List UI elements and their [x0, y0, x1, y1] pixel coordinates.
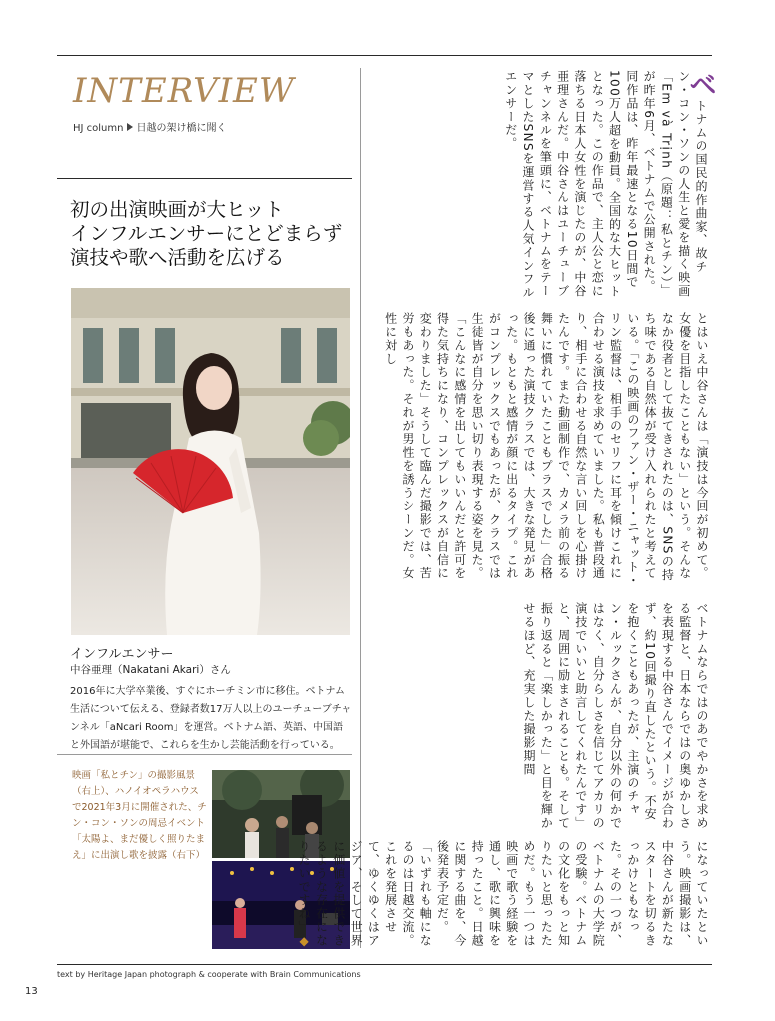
caption-body: 2016年に大学卒業後、すぐにホーチミン市に移住。ベトナム生活について伝える、登録者数17万人以上のユーチューブチャンネル「aNcari Room」を運営。ベトナム語、英語、中国語と外国語が堪能で、これらを生かし芸能活動を行っている。 — [70, 686, 352, 751]
column-subtitle: 日越の架け橋に聞く — [136, 123, 227, 134]
top-rule — [57, 55, 712, 56]
article-block-2 — [368, 312, 710, 592]
article-block-4 — [297, 840, 710, 950]
article-block-3 — [368, 602, 710, 832]
headline — [70, 198, 360, 270]
caption-name: 中谷亜理（Nakatani Akari）さん — [70, 664, 231, 676]
headline-line-1: 初の出演映画が大ヒット — [70, 198, 284, 221]
end-mark-icon: ◆ — [297, 933, 312, 950]
main-photo — [71, 288, 350, 635]
caption-title: インフルエンサー — [70, 647, 174, 662]
bottom-rule — [57, 964, 712, 965]
page-number: 13 — [25, 986, 38, 997]
headline-line-3: 演技や歌へ活動を広げる — [70, 246, 285, 269]
photo-caption: 映画「私とチン」の撮影風景（右上）、ハノイオペラハウスで2021年3月に開催された、チン・コン・ソンの周忌イベント「太陽よ、まだ優しく照りたまえ」に出演し歌を披露（右下） — [72, 770, 207, 861]
section-subtitle — [73, 119, 226, 134]
article-text-4: になっていたという。映画撮影は、中谷さんが新たなスタートを切るきっかけともなった。その一つが、ベトナムの大学院の受験。ベトナムの文化をもっと知りたいと思ったためだ。もう一つは映画で歌う経験を通し、歌に興味を持ったこと。日越に関する曲を、今後発表予定だ。「いずれも軸になるのは日越交流。これを発展させて、ゆくゆくはアジア、そして世界に価値を提供できるような存在になりたいですね」 — [297, 840, 709, 948]
dropcap: ベ — [685, 70, 718, 100]
credit-line: text by Heritage Japan photograph & cooperate with Brain Communications — [57, 970, 361, 979]
header-rule — [57, 178, 352, 179]
triangle-icon — [127, 123, 133, 131]
article-text-1: トナムの国民的作曲家、故チン・コン・ソンの人生と愛を描く映画「Em và Trịnh（原題：私とチン）」が昨年6月、ベトナムで公開された。同作品は、昨年最速となる10日間で100万人超を動員。全国的な大ヒットとなった。この作品で、主人公と恋に落ちる日本人女性を演じたのが、中谷亜理さんだ。中谷さんはユーチューブチャンネルを筆頭に、ベトナムをテーマとしたSNSを運営する人気インフルエンサーだ。 — [503, 70, 708, 300]
caption-rule — [57, 754, 352, 755]
headline-line-2: インフルエンサーにとどまらず — [70, 222, 343, 245]
column-divider — [360, 68, 361, 948]
article-text-3: ベトナムならではのあでやかさを求める監督と、日本ならではの奥ゆかしさを表現する中谷さんでイメージが合わず、約10回撮り直したという。不安を抱くこともあったが、主演のチャン・ルックさんが、自分以外の何かではなく、自分らしさを信じてアカリの演技でいいと助言してくれたんです」と、周囲に励まされることも。そして振り返ると「楽しかった」と目を輝かせるほど、充実した撮影期間 — [522, 602, 709, 830]
article-block-1 — [368, 70, 718, 300]
article-text-2: とはいえ中谷さんは「演技は今回が初めて。女優を目指したこともない」という。そんななか役者として抜てきされたのは、SNSの持ち味である自然体が受け入れられたと考えている。「この映画のファン・ザー・ニャット・リン監督は、相手のセリフに耳を傾けこれに合わせる演技を求めていました。私も普段通り、相手に合わせる自然な言い回しを心掛けたんです。また動画制作で、カメラ前の振る舞いに慣れていたこともプラスでした」合格後に通った演技クラスでは、大きな発見があった。もともと感情が顔に出るタイプ。これがコンプレックスでもあったが、クラスでは生徒皆が自分を思い切り表現する姿を見た。「こんなに感情を出してもいいんだと許可を得た気持ちになり、コンプレックスが自信に変わりました」そうして臨んだ撮影では、苦労もあった。それが男性を誘うシーンだ。女性に対し — [383, 312, 709, 588]
column-label: HJ column — [73, 123, 124, 134]
section-title: INTERVIEW — [73, 71, 295, 111]
